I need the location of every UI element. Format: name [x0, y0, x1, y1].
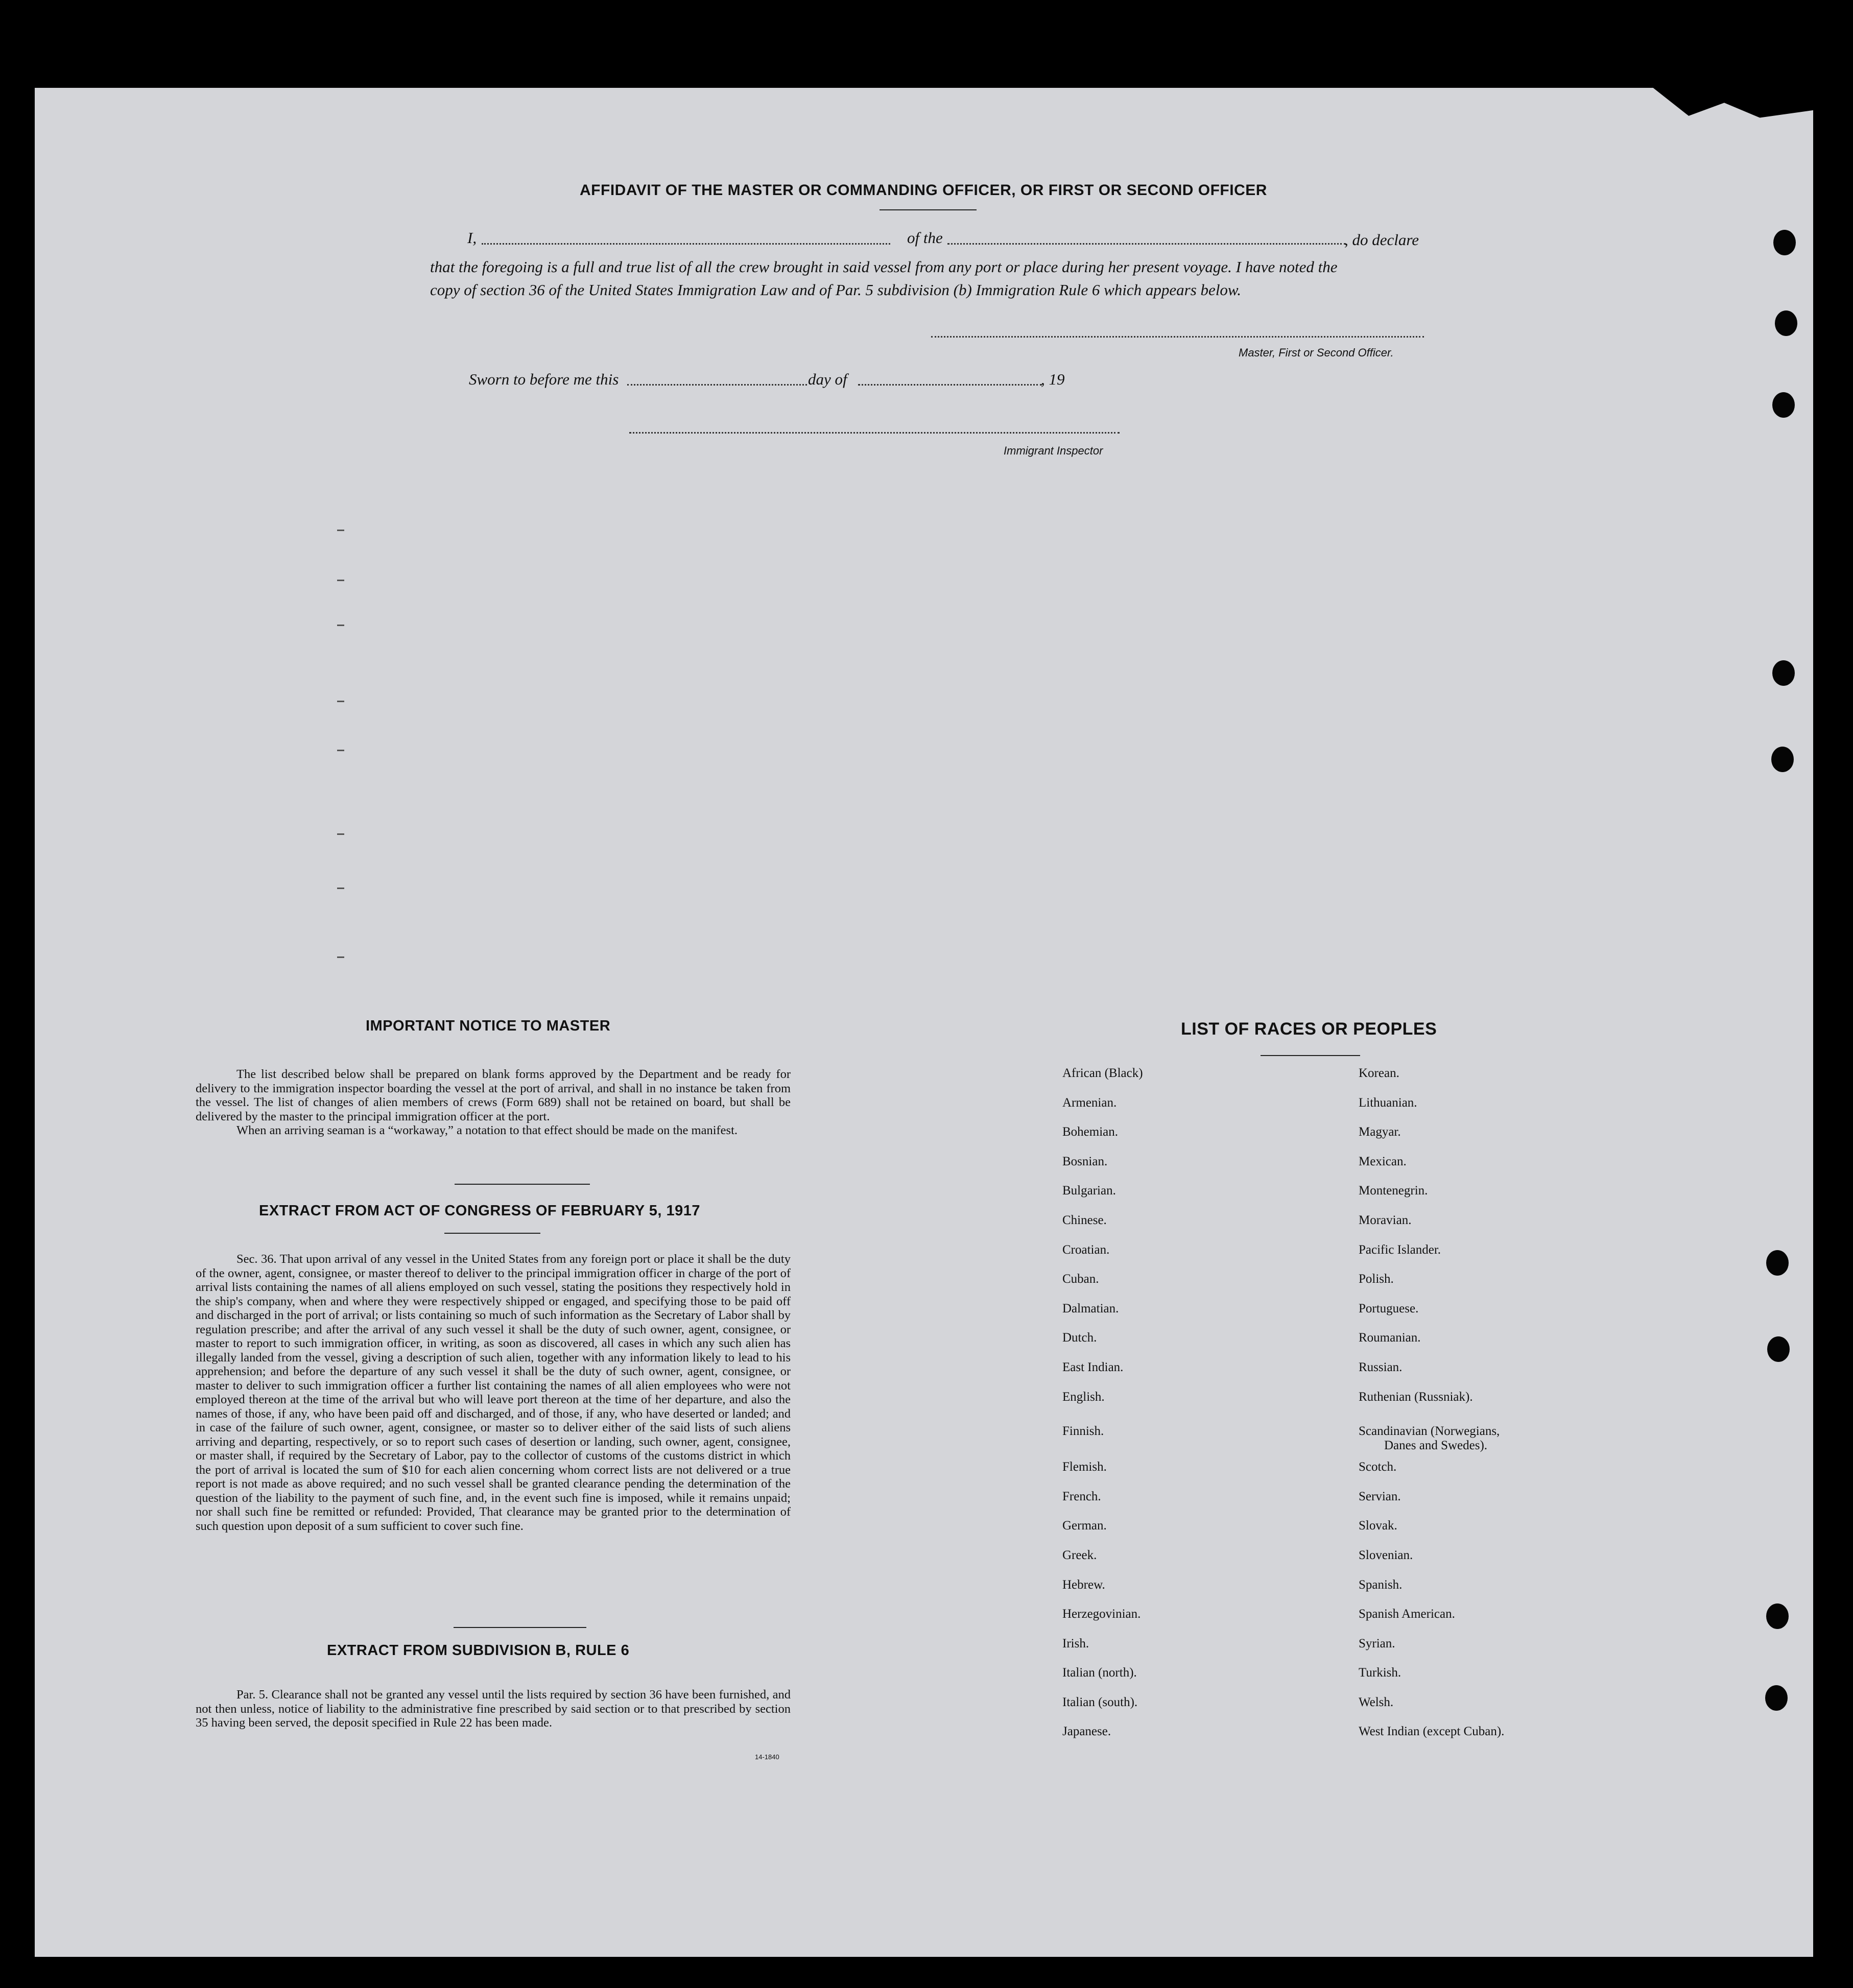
extract-act-title: EXTRACT FROM ACT OF CONGRESS OF FEBRUARY 5, 1917 — [259, 1203, 701, 1219]
race-item: Roumanian. — [1359, 1331, 1421, 1345]
notice-paragraph-2: When an arriving seaman is a “workaway,” a notation to that effect should be made on the manifest. — [236, 1123, 738, 1137]
race-item: Montenegrin. — [1359, 1184, 1428, 1198]
race-item: Pacific Islander. — [1359, 1242, 1441, 1257]
race-item: Portuguese. — [1359, 1301, 1419, 1315]
race-item: Syrian. — [1359, 1636, 1395, 1650]
race-item: English. — [1062, 1390, 1105, 1404]
race-item: Lithuanian. — [1359, 1095, 1417, 1110]
race-item: Dutch. — [1062, 1331, 1097, 1345]
races-title: LIST OF RACES OR PEOPLES — [1181, 1019, 1437, 1039]
race-item: Moravian. — [1359, 1213, 1412, 1227]
do-declare-label: , do declare — [1344, 231, 1419, 249]
race-item: Bulgarian. — [1062, 1184, 1116, 1198]
race-item: East Indian. — [1062, 1360, 1124, 1374]
notice-title: IMPORTANT NOTICE TO MASTER — [366, 1018, 611, 1034]
form-code: 14-1840 — [755, 1753, 779, 1761]
declarant-label: I, — [467, 229, 477, 247]
race-item: German. — [1062, 1519, 1107, 1533]
race-item: Chinese. — [1062, 1213, 1107, 1227]
race-item: Mexican. — [1359, 1154, 1407, 1168]
margin-tick — [337, 580, 344, 581]
binder-hole — [1771, 747, 1794, 772]
inspector-caption: Immigrant Inspector — [1004, 444, 1103, 457]
race-item: Greek. — [1062, 1548, 1097, 1562]
inspector-signature-field[interactable] — [629, 432, 1120, 434]
race-item: Bosnian. — [1062, 1154, 1108, 1168]
binder-hole — [1775, 310, 1797, 336]
year-label: , 19 — [1041, 370, 1065, 388]
binder-hole — [1766, 1250, 1789, 1276]
race-item: Hebrew. — [1062, 1577, 1105, 1592]
binder-hole — [1772, 392, 1795, 418]
margin-tick — [337, 956, 344, 958]
race-item: Ruthenian (Russniak). — [1359, 1390, 1473, 1404]
race-item: Irish. — [1062, 1636, 1089, 1650]
extract-rule-title: EXTRACT FROM SUBDIVISION B, RULE 6 — [327, 1642, 630, 1659]
margin-tick — [337, 625, 344, 626]
sworn-day-field[interactable] — [627, 384, 807, 386]
extract-act-text — [196, 1252, 791, 1533]
races-right-column — [1359, 1066, 1504, 1754]
race-item: Herzegovinian. — [1062, 1607, 1141, 1621]
race-item: Russian. — [1359, 1360, 1403, 1374]
race-item: African (Black) — [1062, 1066, 1143, 1080]
race-item: Polish. — [1359, 1272, 1394, 1286]
binder-hole — [1767, 1336, 1790, 1362]
margin-tick — [337, 750, 344, 751]
race-item: Italian (north). — [1062, 1666, 1137, 1680]
race-item: Bohemian. — [1062, 1125, 1119, 1139]
master-signature-caption: Master, First or Second Officer. — [1239, 346, 1394, 359]
race-item: Korean. — [1359, 1066, 1399, 1080]
margin-tick — [337, 833, 344, 835]
race-item: French. — [1062, 1489, 1101, 1503]
race-item: West Indian (except Cuban). — [1359, 1724, 1505, 1739]
margin-tick — [337, 888, 344, 889]
race-item: Scotch. — [1359, 1460, 1397, 1474]
race-item: Croatian. — [1062, 1242, 1110, 1257]
margin-tick — [337, 701, 344, 702]
race-item: Finnish. — [1062, 1424, 1104, 1439]
race-item: Armenian. — [1062, 1095, 1117, 1110]
vessel-name-field[interactable] — [947, 243, 1346, 245]
race-item: Danes and Swedes). — [1384, 1439, 1488, 1453]
race-item: Servian. — [1359, 1489, 1401, 1503]
sworn-month-field[interactable] — [858, 384, 1042, 386]
race-item: Magyar. — [1359, 1125, 1401, 1139]
race-item: Turkish. — [1359, 1666, 1401, 1680]
binder-hole — [1772, 660, 1795, 686]
race-item: Spanish. — [1359, 1577, 1403, 1592]
binder-hole — [1765, 1685, 1788, 1711]
race-item: Cuban. — [1062, 1272, 1099, 1286]
notice-paragraph-1: The list described below shall be prepared on blank forms approved by the Department and be ready for delivery to the immigration inspector boarding the vessel at the port of arrival, and shall in no instance be taken from the vessel. The list of changes of alien members of crews (Form 689) shall not be retained on board, but shall be delivered by the master to the principal immigration officer at the port. — [196, 1067, 791, 1123]
sworn-label: Sworn to before me this — [469, 370, 619, 388]
divider — [1261, 1055, 1360, 1056]
of-the-label: of the — [907, 229, 943, 247]
par-5-text: Par. 5. Clearance shall not be granted any vessel until the lists required by section 36 have been furnished, and not then unless, notice of liability to the administrative fine prescribed by said section or to that prescribed by section 35 having been served, the deposit specified in Rule 22 has been made. — [196, 1688, 791, 1730]
affidavit-title: AFFIDAVIT OF THE MASTER OR COMMANDING OFFICER, OR FIRST OR SECOND OFFICER — [580, 182, 1267, 199]
divider — [454, 1627, 586, 1628]
race-item: Japanese. — [1062, 1724, 1111, 1739]
race-item: Welsh. — [1359, 1695, 1394, 1709]
margin-tick — [337, 530, 344, 531]
form-page — [35, 88, 1813, 1957]
race-item: Spanish American. — [1359, 1607, 1455, 1621]
race-item: Slovak. — [1359, 1519, 1397, 1533]
declarant-name-field[interactable] — [482, 243, 890, 245]
race-item: Italian (south). — [1062, 1695, 1138, 1709]
master-signature-field[interactable] — [931, 336, 1424, 338]
binder-hole — [1766, 1603, 1789, 1629]
race-item: Flemish. — [1062, 1460, 1107, 1474]
section-36-text: Sec. 36. That upon arrival of any vessel in the United States from any foreign port or place it shall be the duty of the owner, agent, consignee, or master thereof to deliver to the principal immigration officer in charge of the port of arrival lists containing the names of all aliens employed on such vessel, stating the positions they respectively hold in the ship's company, when and where they were respectively shipped or engaged, and specifying those to be paid off and discharged in the port of arrival; or lists containing so much of such information as the Secretary of Labor shall by regulation prescribe; and after the arrival of any such vessel it shall be the duty of such owner, agent, consignee, or master to report to such immigration officer, in writing, as soon as discovered, all cases in which any such alien has illegally landed from the vessel, giving a description of such alien, together with any information likely to lead to his apprehension; and before the departure of any such vessel it shall be the duty of such owner, agent, consignee, or master to deliver to such immigration officer a further list containing the names of all alien employees who were not employed thereon at the time of the arrival but who will leave port thereon at the time of her departure, and also the names of those, if any, who have been paid off and discharged, and of those, if any, who have deserted or landed; and in case of the failure of such owner, agent, consignee, or master so to deliver either of the said lists of such aliens arriving and departing, respectively, or so to report such cases of desertion or landing, such owner, agent, consignee, or master shall, if required by the Secretary of Labor, pay to the collector of customs of the customs district in which the port of arrival is located the sum of $10 for each alien concerning whom correct lists are not delivered or a true report is not made as above required; and no such vessel shall be granted clearance pending the determination of the question of the liability to the payment of such fine, and, in the event such fine is imposed, while it remains unpaid; nor shall such fine be remitted or refunded: Provided, That clearance may be granted prior to the determination of such question upon deposit of a sum sufficient to cover such fine. — [196, 1252, 791, 1533]
affidavit-body-line1: that the foregoing is a full and true list of all the crew brought in said vessel from any port or place during her present voyage. I have noted the — [430, 258, 1338, 276]
binder-hole — [1773, 230, 1796, 255]
race-item: Slovenian. — [1359, 1548, 1413, 1562]
race-item: Scandinavian (Norwegians, — [1359, 1424, 1500, 1439]
extract-rule-text — [196, 1688, 791, 1730]
affidavit-body-line2: copy of section 36 of the United States Immigration Law and of Par. 5 subdivision (b) Immigration Rule 6 which appears below. — [430, 281, 1242, 299]
divider — [455, 1184, 590, 1185]
races-left-column — [1062, 1066, 1143, 1754]
divider — [444, 1233, 540, 1234]
notice-text — [196, 1067, 791, 1138]
race-item: Dalmatian. — [1062, 1301, 1119, 1315]
divider — [880, 209, 977, 210]
day-of-label: day of — [808, 370, 847, 388]
